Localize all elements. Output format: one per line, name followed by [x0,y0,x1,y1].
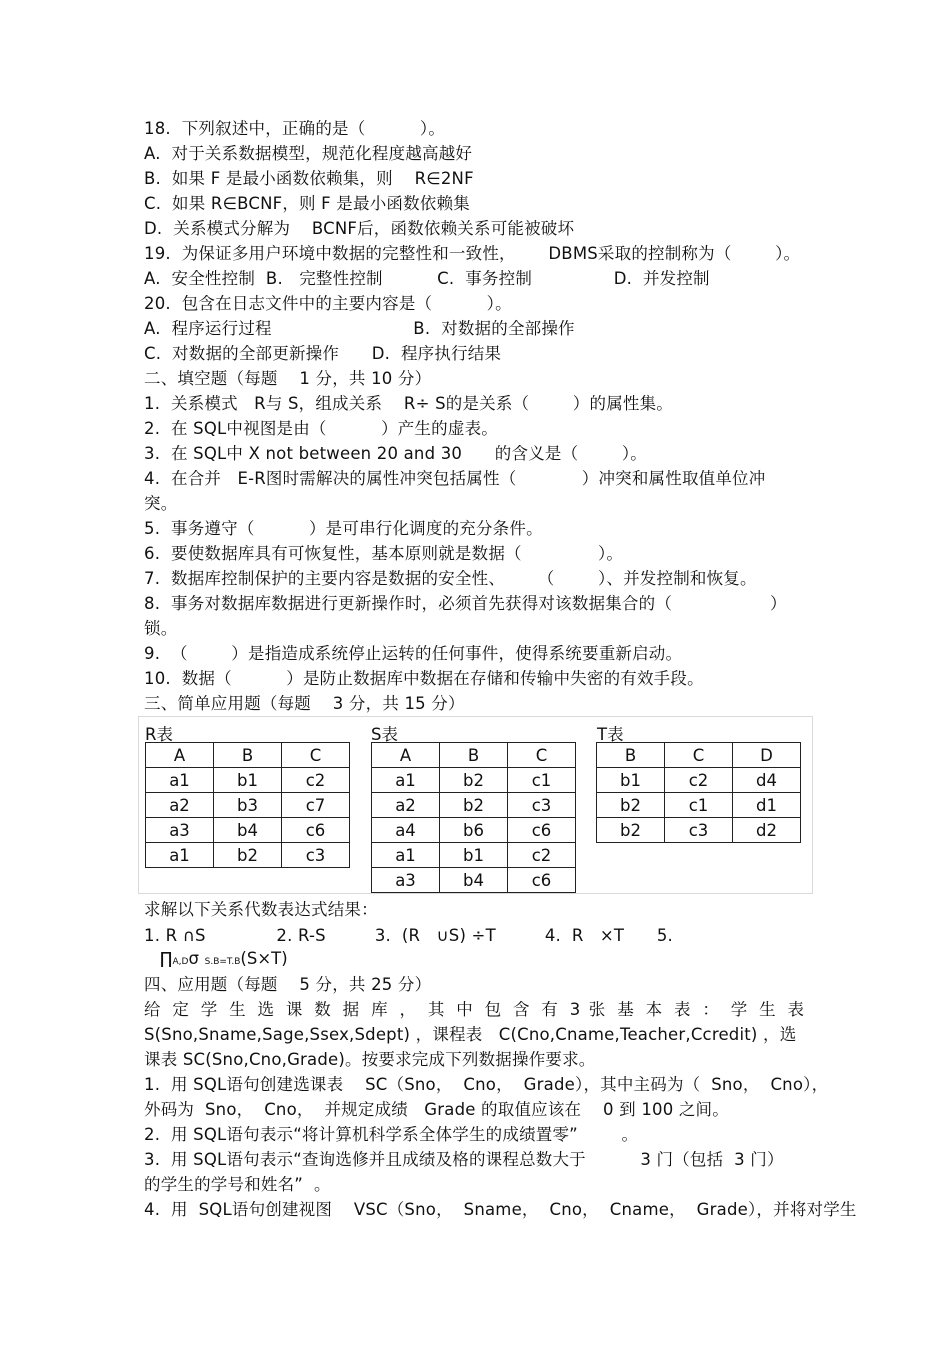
table-row [372,818,576,843]
fill-q8-line1: 8. 事务对数据库数据进行更新操作时，必须首先获得对该数据集合的（ ） [144,594,787,613]
r-table-caption: R表 [145,725,173,744]
table-cell: a1 [372,843,440,868]
table-row [146,843,350,868]
section3-heading: 三、简单应用题（每题 3 分，共 15 分） [144,694,465,713]
table-row [146,818,350,843]
table-row [146,768,350,793]
table-row [372,768,576,793]
fill-q2: 2. 在 SQL中视图是由（ ）产生的虚表。 [144,419,498,438]
fill-q8-line2: 锁。 [144,619,178,638]
projection-subscript: A,D [172,957,189,967]
app-q3-line1: 3. 用 SQL语句表示“查询选修并且成绩及格的课程总数大于 3 门（包括 3 门） [144,1150,784,1169]
table-cell: c3 [282,843,350,868]
relation-tables-panel [138,716,813,894]
table-cell: b2 [597,793,665,818]
fill-q3: 3. 在 SQL中 X not between 20 and 30 的含义是（ ）。 [144,444,647,463]
table-cell: b2 [214,843,282,868]
q19-stem: 19. 为保证多用户环境中数据的完整性和一致性， DBMS采取的控制称为（ ）。 [144,244,801,263]
table-cell: b4 [214,818,282,843]
table-cell: a3 [146,818,214,843]
table-cell: d1 [733,793,801,818]
table-row [146,793,350,818]
table-cell: c6 [282,818,350,843]
s-table-caption: S表 [371,725,398,744]
table-cell: c3 [665,818,733,843]
table-row [597,768,801,793]
s-table [371,742,576,893]
table-cell: b2 [440,768,508,793]
section4-intro-line3: 课表 SC(Sno,Cno,Grade)。按要求完成下列数据操作要求。 [144,1050,596,1069]
app-q3-line2: 的学生的学号和姓名” 。 [144,1175,331,1194]
table-cell: a2 [372,793,440,818]
table-cell: c1 [665,793,733,818]
table-cell: c2 [665,768,733,793]
table-cell: b6 [440,818,508,843]
app-q1-line1: 1. 用 SQL语句创建选课表 SC（Sno， Cno， Grade），其中主码为（ Sno， Cno）， [144,1075,829,1094]
table-cell: a3 [372,868,440,893]
table-row [372,868,576,893]
fill-q10: 10. 数据（ ）是防止数据库中数据在存储和传输中失密的有效手段。 [144,669,704,688]
q18-stem: 18. 下列叙述中，正确的是（ ）。 [144,119,446,138]
table-row [372,793,576,818]
table-header-cell: A [372,743,440,768]
table-header-cell: B [440,743,508,768]
table-cell: b1 [214,768,282,793]
table-header-cell: B [214,743,282,768]
table-header-row [597,743,801,768]
q19-options: A. 安全性控制 B. 完整性控制 C. 事务控制 D. 并发控制 [144,269,710,288]
table-cell: b3 [214,793,282,818]
table-cell: a1 [146,768,214,793]
sigma-symbol: σ [188,949,199,968]
table-cell: c3 [508,793,576,818]
q20-stem: 20. 包含在日志文件中的主要内容是（ ）。 [144,294,512,313]
table-cell: c7 [282,793,350,818]
table-header-row [372,743,576,768]
q18-option-d: D. 关系模式分解为 BCNF后，函数依赖关系可能被破坏 [144,219,575,238]
projection-formula [160,949,288,968]
algebra-expressions: 1. R ∩S 2. R-S 3. (R ∪S) ÷T 4. R ×T 5. [144,926,674,945]
app-q4: 4. 用 SQL语句创建视图 VSC（Sno， Sname， Cno， Cname， Grade），并将对学生 [144,1200,857,1219]
table-cell: b1 [597,768,665,793]
table-header-row [146,743,350,768]
section4-heading: 四、应用题（每题 5 分，共 25 分） [144,975,432,994]
fill-q4-line2: 突。 [144,494,178,513]
table-cell: d4 [733,768,801,793]
r-table [145,742,350,868]
table-header-cell: B [597,743,665,768]
table-cell: a2 [146,793,214,818]
table-cell: a1 [372,768,440,793]
table-cell: b2 [440,793,508,818]
table-cell: c1 [508,768,576,793]
table-cell: b2 [597,818,665,843]
q18-option-c: C. 如果 R∈BCNF，则 F 是最小函数依赖集 [144,194,470,213]
fill-q9: 9. （ ）是指造成系统停止运转的任何事件，使得系统要重新启动。 [144,644,683,663]
table-header-cell: C [508,743,576,768]
fill-q5: 5. 事务遵守（ ）是可串行化调度的充分条件。 [144,519,543,538]
table-row [597,793,801,818]
fill-q7: 7. 数据库控制保护的主要内容是数据的安全性、 （ ）、并发控制和恢复。 [144,569,757,588]
q18-option-b: B. 如果 F 是最小函数依赖集，则 R∈2NF [144,169,474,188]
table-cell: a4 [372,818,440,843]
table-header-cell: C [282,743,350,768]
q20-options-cd: C. 对数据的全部更新操作 D. 程序执行结果 [144,344,502,363]
app-q2: 2. 用 SQL语句表示“将计算机科学系全体学生的成绩置零” 。 [144,1125,639,1144]
fill-q4-line1: 4. 在合并 E-R图时需解决的属性冲突包括属性（ ）冲突和属性取值单位冲 [144,469,766,488]
table-cell: c2 [282,768,350,793]
table-cell: a1 [146,843,214,868]
q18-option-a: A. 对于关系数据模型，规范化程度越高越好 [144,144,473,163]
table-header-cell: A [146,743,214,768]
table-header-cell: D [733,743,801,768]
fill-q1: 1. 关系模式 R与 S，组成关系 R÷ S的是关系（ ）的属性集。 [144,394,673,413]
formula-operand: (S×T) [240,949,288,968]
table-cell: d2 [733,818,801,843]
table-cell: b1 [440,843,508,868]
app-q1-line2: 外码为 Sno， Cno， 并规定成绩 Grade 的取值应该在 0 到 100 之间。 [144,1100,729,1119]
t-table [596,742,801,843]
table-row [597,818,801,843]
fill-q6: 6. 要使数据库具有可恢复性，基本原则就是数据（ ）。 [144,544,624,563]
algebra-prompt: 求解以下关系代数表达式结果： [144,900,378,919]
table-header-cell: C [665,743,733,768]
pi-symbol: ∏ [160,949,173,968]
table-cell: c6 [508,818,576,843]
section4-intro-line2: S(Sno,Sname,Sage,Ssex,Sdept) ，课程表 C(Cno,Cname,Teacher,Ccredit) ，选 [144,1025,797,1044]
table-row [372,843,576,868]
section2-heading: 二、填空题（每题 1 分，共 10 分） [144,369,432,388]
selection-subscript: S.B=T.B [198,957,241,967]
table-cell: c2 [508,843,576,868]
table-cell: b4 [440,868,508,893]
q20-options-ab: A. 程序运行过程 B. 对数据的全部操作 [144,319,575,338]
t-table-caption: T表 [597,725,624,744]
section4-intro-line1: 给 定 学 生 选 课 数 据 库 ， 其 中 包 含 有 3 张 基 本 表 ： 学 生 表 [144,1000,804,1019]
table-cell: c6 [508,868,576,893]
